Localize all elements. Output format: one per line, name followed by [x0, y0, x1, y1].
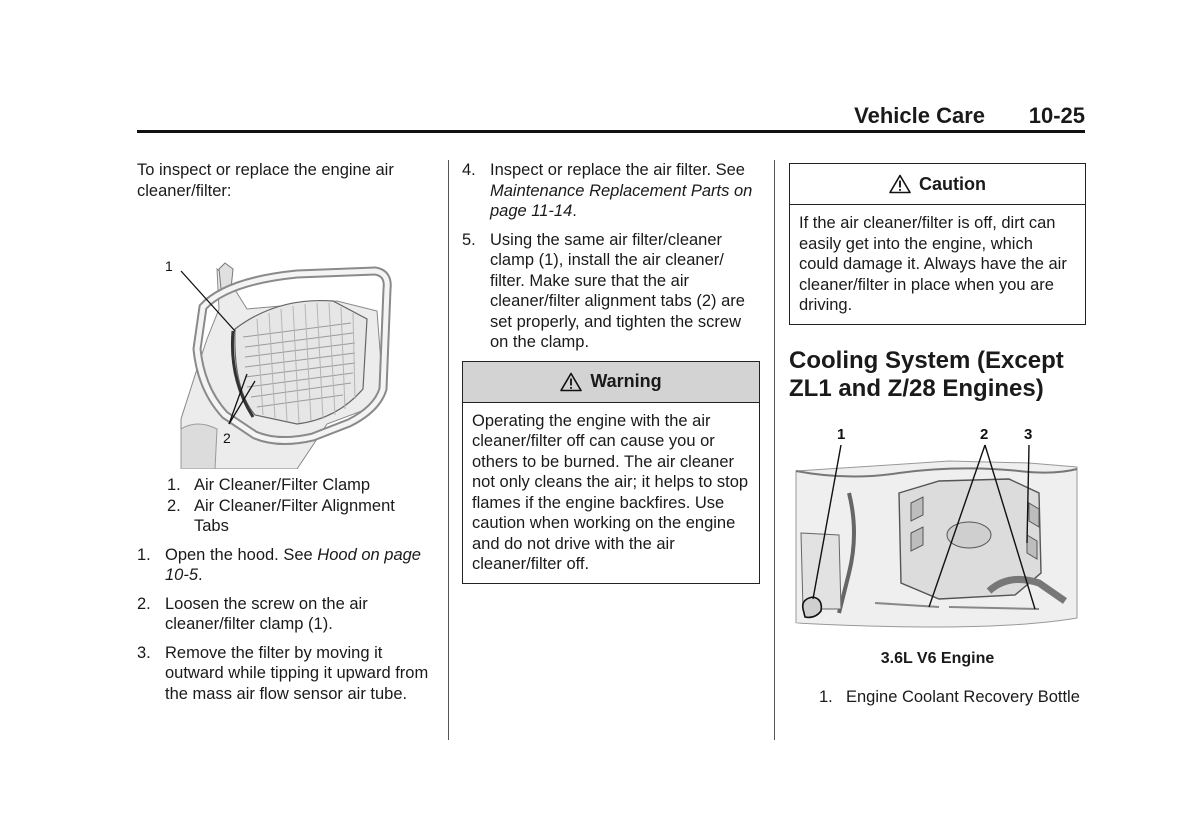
- air-cleaner-illustration: [137, 219, 432, 469]
- header-page-number: 10-25: [1028, 103, 1085, 128]
- column-1: [137, 160, 432, 712]
- engine-compartment-illustration: [789, 423, 1084, 643]
- warning-triangle-icon: [560, 372, 582, 392]
- header-section-title: Vehicle Care: [854, 103, 985, 128]
- column-2: [462, 160, 760, 584]
- cross-reference-link[interactable]: Hood on page 10-5: [165, 545, 421, 584]
- warning-body: Operating the engine with the air cleaner/filter off can cause you or others to be burned. The air cleaner not only cleans the air; it helps to stop flames if the engine backfires. Use caution when working on the engine and do not drive with the air cleaner/filter off.: [472, 411, 749, 573]
- steps-list: [137, 545, 432, 705]
- caution-header: [790, 164, 1085, 205]
- caution-triangle-icon: [889, 174, 911, 194]
- column-divider: [448, 160, 449, 740]
- column-divider: [774, 160, 775, 740]
- column-3: [789, 163, 1086, 716]
- figure-legend: [819, 687, 1086, 708]
- intro-text: To inspect or replace the engine air cleaner/filter:: [137, 161, 394, 200]
- section-heading: Cooling System (Except ZL1 and Z/28 Engines): [789, 346, 1064, 402]
- legend-item: 1. Air Cleaner/Filter Clamp: [167, 476, 371, 494]
- warning-header: [463, 362, 759, 403]
- figure-callout-3: 3: [1024, 425, 1033, 443]
- warning-box: [462, 361, 760, 584]
- caution-box: [789, 163, 1086, 325]
- figure-caption: 3.6L V6 Engine: [880, 649, 995, 667]
- legend-item: 2. Air Cleaner/Filter Alignment Tabs: [167, 496, 395, 535]
- step-item: 4. Inspect or replace the air filter. See Maintenance Replacement Parts on page 11-14.: [462, 161, 753, 220]
- figure-callout-1: 1: [165, 258, 173, 274]
- step-item: 1. Open the hood. See Hood on page 10-5.: [137, 545, 421, 584]
- step-item: 2. Loosen the screw on the air cleaner/filter clamp (1).: [137, 594, 368, 633]
- steps-list: [462, 160, 760, 353]
- caution-title: Caution: [919, 173, 986, 194]
- figure-callout-2: 2: [223, 430, 231, 446]
- step-item: 3. Remove the filter by moving it outward while tipping it upward from the mass air flow sensor air tube.: [137, 643, 429, 703]
- caution-body: If the air cleaner/filter is off, dirt can easily get into the engine, which could damage it. Always have the air cleaner/filter in place when you are driving.: [799, 214, 1067, 314]
- figure-callout-1: 1: [837, 425, 846, 443]
- figure-legend: [167, 475, 432, 537]
- figure-callout-2: 2: [980, 425, 989, 443]
- legend-item: 1. Engine Coolant Recovery Bottle: [819, 688, 1080, 706]
- page-header: [137, 100, 1085, 133]
- warning-title: Warning: [590, 371, 662, 392]
- step-item: 5. Using the same air filter/cleaner clamp (1), install the air cleaner/ filter. Make sure that the air cleaner/filter alignment tabs (2) are set properly, and tighten the screw on the clamp.: [462, 230, 745, 351]
- cross-reference-link[interactable]: Maintenance Replacement Parts on page 11-14: [490, 181, 753, 220]
